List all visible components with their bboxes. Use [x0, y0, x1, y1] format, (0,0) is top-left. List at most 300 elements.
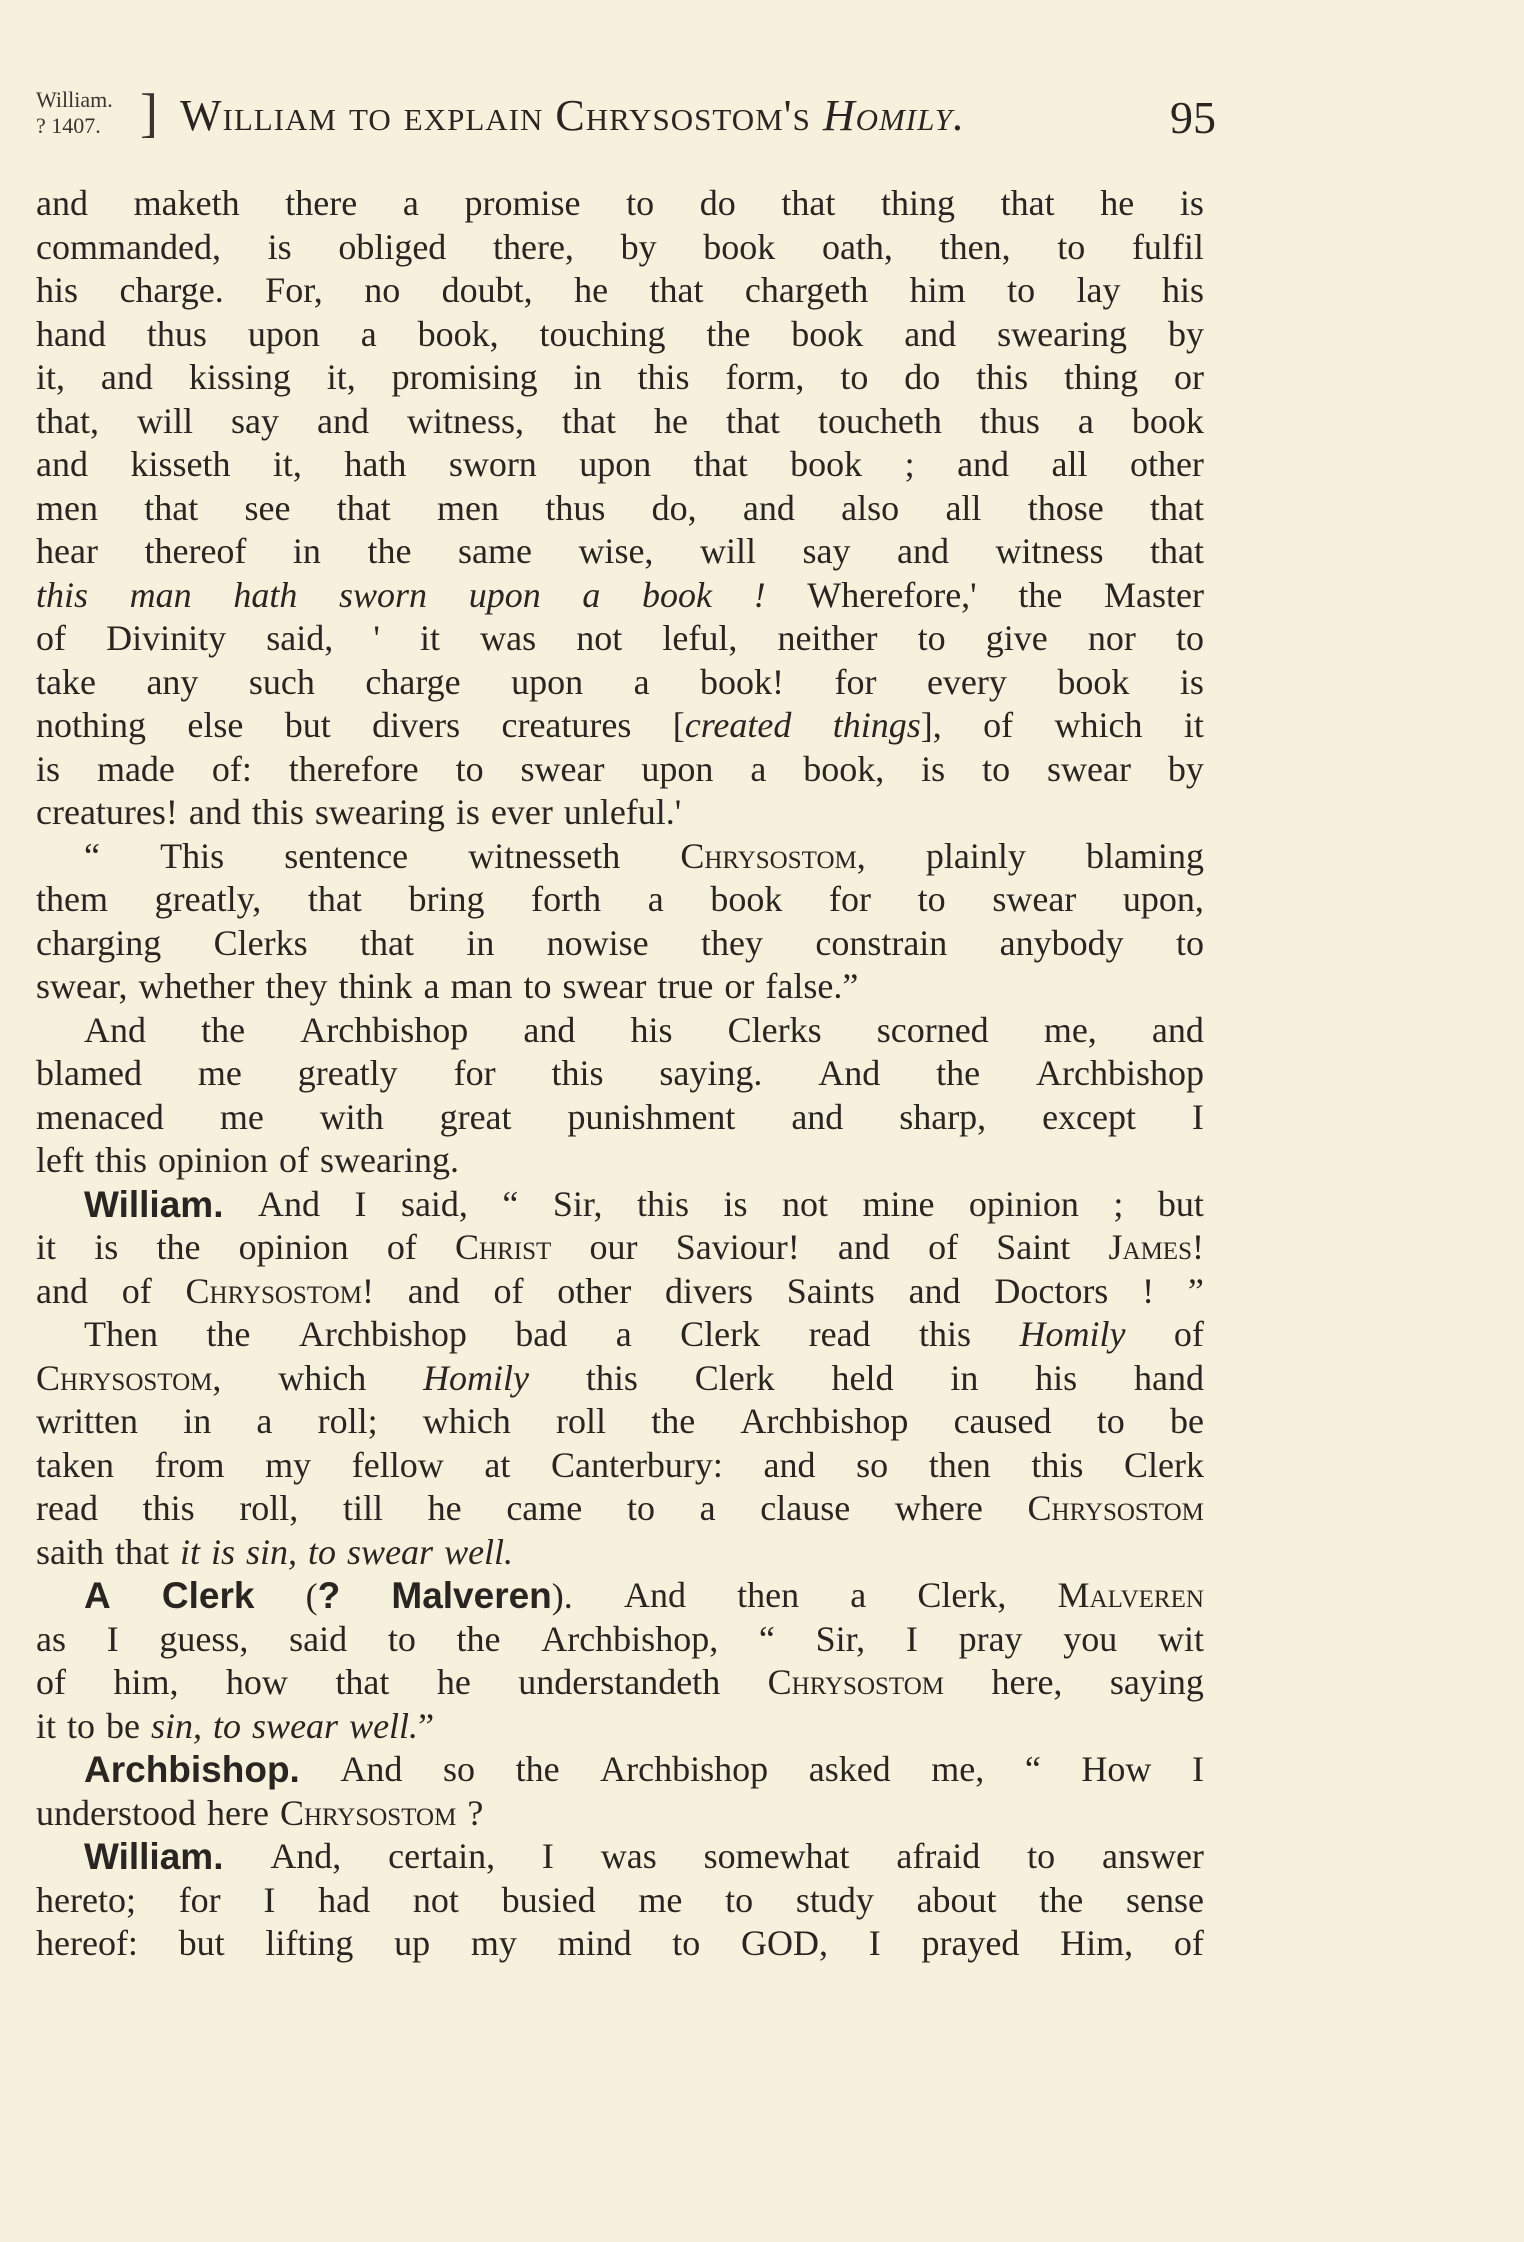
text-line [36, 748, 1204, 792]
word [896, 1835, 980, 1879]
word-segment: of [1173, 1314, 1204, 1354]
word-segment: whether [138, 966, 255, 1006]
word [562, 400, 616, 444]
word [778, 617, 878, 661]
word [233, 574, 297, 618]
word [553, 1183, 603, 1227]
word-segment: is [1179, 661, 1204, 702]
word [945, 487, 981, 531]
word [36, 965, 128, 1009]
word-segment: ” [1187, 1270, 1204, 1311]
word [36, 1618, 66, 1662]
word-segment: thus [545, 487, 606, 528]
word-segment: by [620, 226, 657, 267]
word [1088, 617, 1136, 661]
word [759, 1618, 775, 1662]
word-segment: say [802, 531, 851, 571]
word [627, 1487, 655, 1531]
word [1100, 182, 1134, 226]
word [579, 443, 651, 487]
text-line [36, 182, 1204, 226]
word [1150, 487, 1204, 531]
word-segment: and [407, 1270, 460, 1311]
text-line [36, 1313, 1204, 1357]
word [523, 1009, 575, 1053]
word-segment: to [982, 748, 1011, 789]
word-segment: and [897, 531, 949, 571]
word [557, 1270, 631, 1314]
word-segment: Archbishop [600, 1749, 769, 1789]
word-segment: ; [1113, 1183, 1124, 1224]
word [491, 791, 553, 835]
word-segment: I [905, 1618, 918, 1659]
word-segment: that [649, 270, 704, 310]
word-segment: constrain [815, 922, 948, 963]
word-segment: ( [305, 1576, 318, 1616]
word [551, 1444, 723, 1488]
word-segment: it [1183, 705, 1204, 745]
text-line [36, 1792, 1204, 1836]
word [910, 269, 966, 313]
word-segment: a [360, 313, 377, 354]
word [638, 356, 690, 400]
word [1102, 1835, 1204, 1879]
word-segment: to [455, 748, 484, 789]
word [158, 1139, 268, 1183]
word [289, 1618, 347, 1662]
word-segment: say [231, 400, 279, 441]
word [101, 356, 153, 400]
word [1058, 1574, 1204, 1618]
word-segment: hath [233, 574, 298, 615]
word [160, 835, 224, 879]
text-line [36, 1574, 1204, 1618]
word [458, 530, 532, 574]
word-segment: upon [511, 661, 584, 702]
word-segment: but [1157, 1183, 1204, 1224]
word-segment: I [106, 1618, 119, 1659]
word-segment: book! [700, 661, 785, 702]
word-segment: answer [1101, 1836, 1204, 1876]
word-segment: this [36, 574, 89, 615]
word [36, 1270, 88, 1314]
word-segment: Divinity [106, 618, 227, 658]
word [760, 1487, 850, 1531]
word [245, 487, 291, 531]
word [139, 965, 255, 1009]
word-segment: saying [1109, 1662, 1204, 1702]
word [726, 400, 780, 444]
word-segment: thus [979, 400, 1040, 441]
word-segment: swearing. [320, 1140, 459, 1180]
word [1126, 1879, 1204, 1923]
word [802, 530, 850, 574]
word [959, 1618, 1023, 1662]
word [36, 400, 99, 444]
word [781, 182, 835, 226]
word [214, 922, 308, 966]
word-segment: thus [146, 313, 207, 354]
word [36, 487, 98, 531]
word [179, 1879, 221, 1923]
word [327, 356, 356, 400]
word [574, 269, 608, 313]
word-segment: sentence [284, 835, 409, 876]
word [986, 617, 1048, 661]
word-segment: the [206, 1314, 251, 1354]
text-line [36, 1835, 1204, 1879]
word-segment: the [1039, 1879, 1084, 1920]
word [815, 922, 947, 966]
word-segment: be [106, 1705, 141, 1746]
word-segment: men [36, 487, 98, 528]
word [918, 878, 946, 922]
word [506, 1487, 582, 1531]
word-segment: not [781, 1183, 828, 1224]
word-segment: certain, [388, 1836, 496, 1876]
word-segment: Chrysostom, [680, 835, 866, 876]
word-segment: Sir, [815, 1618, 866, 1659]
word [1150, 530, 1204, 574]
word [807, 574, 976, 618]
word [315, 791, 445, 835]
word-segment: that [725, 400, 780, 441]
word [36, 1879, 136, 1923]
word-segment: it [36, 1227, 57, 1267]
word [36, 1922, 138, 1966]
page-number: 95 [1170, 92, 1216, 143]
word-segment: or [724, 966, 755, 1006]
text-line [36, 1270, 1204, 1314]
word-segment: upon [247, 313, 320, 354]
word-segment: Wherefore,' [807, 574, 977, 615]
word-segment: opinion [158, 1140, 269, 1180]
word-segment: this [1031, 1444, 1084, 1485]
word-segment: to [1007, 270, 1036, 310]
word [545, 487, 605, 531]
word-segment: will [136, 400, 193, 441]
word-segment: this [636, 1183, 689, 1224]
text-line [36, 791, 1204, 835]
word [1028, 1487, 1204, 1531]
text-line [36, 1357, 1204, 1401]
text-line [36, 574, 1204, 618]
text-line [36, 1531, 1204, 1575]
word [293, 530, 321, 574]
word [917, 1879, 997, 1923]
word [280, 1792, 456, 1836]
word-segment: swear [992, 879, 1077, 919]
word [652, 487, 697, 531]
word [387, 1226, 417, 1270]
word [437, 487, 499, 531]
word [36, 748, 60, 792]
word [1077, 269, 1121, 313]
word [392, 356, 538, 400]
word-segment: fellow [351, 1444, 444, 1485]
word-segment: which [422, 1401, 511, 1441]
word-segment: from [154, 1444, 225, 1485]
word [468, 835, 620, 879]
word [621, 226, 657, 270]
word-segment: of [36, 618, 66, 658]
word-segment: of [928, 1227, 959, 1267]
word [1110, 1661, 1204, 1705]
word-segment: that [335, 1662, 390, 1702]
word [186, 1270, 374, 1314]
word-segment: our [589, 1227, 638, 1267]
word [1113, 1183, 1123, 1227]
word-segment: upon [641, 748, 714, 789]
word [36, 1400, 138, 1444]
word-segment: and [36, 1270, 88, 1311]
word [991, 1661, 1062, 1705]
word [516, 1748, 560, 1792]
word-segment: in [950, 1357, 979, 1398]
word-segment: to [840, 357, 869, 397]
word [701, 922, 763, 966]
word [558, 1922, 632, 1966]
word-segment: said, [266, 618, 334, 658]
word-segment: anybody [999, 922, 1124, 963]
word-segment: for [453, 1053, 496, 1093]
word [567, 1096, 735, 1140]
word [648, 878, 664, 922]
word [252, 1705, 338, 1749]
word-segment: except [1042, 1096, 1137, 1137]
word-segment: sense [1126, 1879, 1204, 1920]
word-segment: a [423, 966, 440, 1006]
word-segment: to [387, 1618, 416, 1659]
word-segment: ” [418, 1705, 435, 1746]
word [299, 1313, 467, 1357]
word-segment: Clerk, [917, 1575, 1007, 1615]
word [36, 226, 221, 270]
word [1104, 574, 1204, 618]
text-line [36, 1400, 1204, 1444]
word [680, 1313, 760, 1357]
word [36, 1487, 98, 1531]
word-segment: and [837, 1227, 890, 1267]
word [877, 1009, 989, 1053]
word-segment: was [480, 618, 537, 658]
word-segment: so [443, 1749, 476, 1789]
word-segment: promise [464, 183, 581, 223]
word-segment: he [653, 400, 688, 441]
word [36, 443, 88, 487]
word-segment: I [354, 1183, 367, 1224]
word [980, 400, 1040, 444]
word [409, 878, 485, 922]
speaker-label: ? [317, 1575, 341, 1616]
word [600, 1748, 768, 1792]
word-segment: to [1175, 618, 1204, 658]
word-segment: this [919, 1314, 972, 1354]
word-segment: all [1051, 444, 1088, 484]
word [107, 1618, 119, 1662]
word [673, 704, 792, 748]
word-segment: that [781, 183, 836, 223]
word [665, 1270, 753, 1314]
word [36, 1096, 164, 1140]
word [1134, 1357, 1204, 1401]
text-line [36, 443, 1204, 487]
word-segment: that, [36, 400, 99, 441]
word-segment: hath [344, 444, 407, 484]
word [700, 530, 756, 574]
word-segment: to [1096, 1401, 1125, 1441]
word-segment: the [156, 1227, 201, 1267]
word-segment: I [263, 1879, 276, 1920]
word [881, 182, 955, 226]
word-segment: commanded, [36, 226, 221, 267]
word-segment: promising [391, 357, 538, 397]
word [36, 1139, 84, 1183]
text-line [36, 1661, 1204, 1705]
word [1035, 1357, 1077, 1401]
word [443, 1748, 475, 1792]
text-line [36, 1487, 1204, 1531]
word [372, 704, 460, 748]
word-segment: guess, [159, 1618, 249, 1659]
word-segment: Doctors [994, 1270, 1109, 1311]
word-segment: other [557, 1270, 632, 1311]
word [1025, 1748, 1041, 1792]
word-segment: a [750, 748, 767, 789]
word [265, 1444, 311, 1488]
text-line [36, 356, 1204, 400]
word [1192, 1096, 1204, 1140]
word-segment: is [921, 748, 946, 789]
text-line [36, 1096, 1204, 1140]
word-segment: of [1173, 1923, 1204, 1963]
word-segment: false.” [765, 966, 859, 1006]
word-segment: roll; [317, 1401, 378, 1441]
word-segment: oath, [821, 226, 893, 267]
word [94, 1226, 118, 1270]
word [796, 1879, 874, 1923]
word-segment: the [651, 1401, 696, 1441]
word-segment: not [576, 618, 623, 658]
word-segment: and [100, 357, 153, 397]
word [180, 1531, 200, 1575]
word [423, 1357, 529, 1401]
word-segment: of [983, 705, 1014, 745]
word-segment: caused [953, 1401, 1052, 1441]
word [1123, 878, 1204, 922]
word [1142, 1270, 1154, 1314]
word [1028, 487, 1104, 531]
word [994, 1270, 1108, 1314]
word [562, 965, 646, 1009]
word [662, 617, 737, 661]
word [189, 791, 241, 835]
word [556, 1400, 606, 1444]
word [220, 1096, 264, 1140]
word [551, 1052, 603, 1096]
word-segment: sworn [448, 444, 537, 484]
word [360, 922, 414, 966]
word [317, 400, 369, 444]
word-segment: that [561, 400, 616, 441]
word [162, 1574, 255, 1618]
word [231, 400, 279, 444]
text-line [36, 661, 1204, 705]
word-segment: prayed [921, 1923, 1020, 1963]
word-segment: my [265, 1444, 312, 1485]
word [365, 661, 460, 705]
word-segment: and [904, 313, 957, 354]
word [354, 1183, 366, 1227]
word [906, 1618, 918, 1662]
word-segment: ). [551, 1576, 573, 1616]
word-segment: And [818, 1053, 881, 1093]
word-segment: a [615, 1314, 632, 1354]
word-segment: he [1100, 183, 1135, 223]
word [822, 226, 893, 270]
word [450, 965, 512, 1009]
word [455, 1226, 551, 1270]
word-segment: of [279, 1140, 310, 1180]
word-segment: this [94, 1140, 147, 1180]
word [521, 748, 605, 792]
text-line [36, 1879, 1204, 1923]
word-segment: him, [113, 1662, 179, 1702]
page-header [36, 82, 1216, 152]
word-segment: this [637, 357, 690, 397]
word-segment: about [916, 1879, 997, 1920]
word [904, 356, 940, 400]
word [523, 965, 551, 1009]
word-segment: the [201, 1009, 246, 1050]
word [1158, 1618, 1204, 1662]
word-segment: swear, [36, 966, 128, 1006]
word-segment: kisseth [130, 444, 231, 484]
word-segment: it, [272, 444, 302, 484]
word [493, 226, 574, 270]
word-segment: divers [372, 705, 461, 745]
word [36, 1661, 66, 1705]
word [725, 1879, 753, 1923]
word [285, 182, 357, 226]
text-line [36, 226, 1204, 270]
word-segment: his [1161, 270, 1204, 310]
word [574, 356, 602, 400]
word [1081, 1748, 1151, 1792]
word-segment: lifting [265, 1923, 354, 1963]
word [454, 1052, 496, 1096]
word-segment: Clerk [680, 1314, 761, 1354]
word-segment: book [1131, 400, 1204, 441]
word-segment: it, [36, 357, 66, 397]
word [918, 617, 946, 661]
word [659, 1052, 762, 1096]
word [750, 748, 766, 792]
word [36, 1357, 221, 1401]
word [694, 443, 748, 487]
word-segment: unleful.' [563, 792, 682, 832]
word [265, 269, 323, 313]
word-segment: the [515, 1749, 560, 1789]
word [408, 1270, 460, 1314]
word-segment: there, [492, 226, 574, 267]
text-line [36, 922, 1204, 966]
word [456, 748, 484, 792]
word [909, 1270, 961, 1314]
word [95, 1139, 147, 1183]
word-segment: will [699, 531, 756, 571]
word [919, 1313, 971, 1357]
